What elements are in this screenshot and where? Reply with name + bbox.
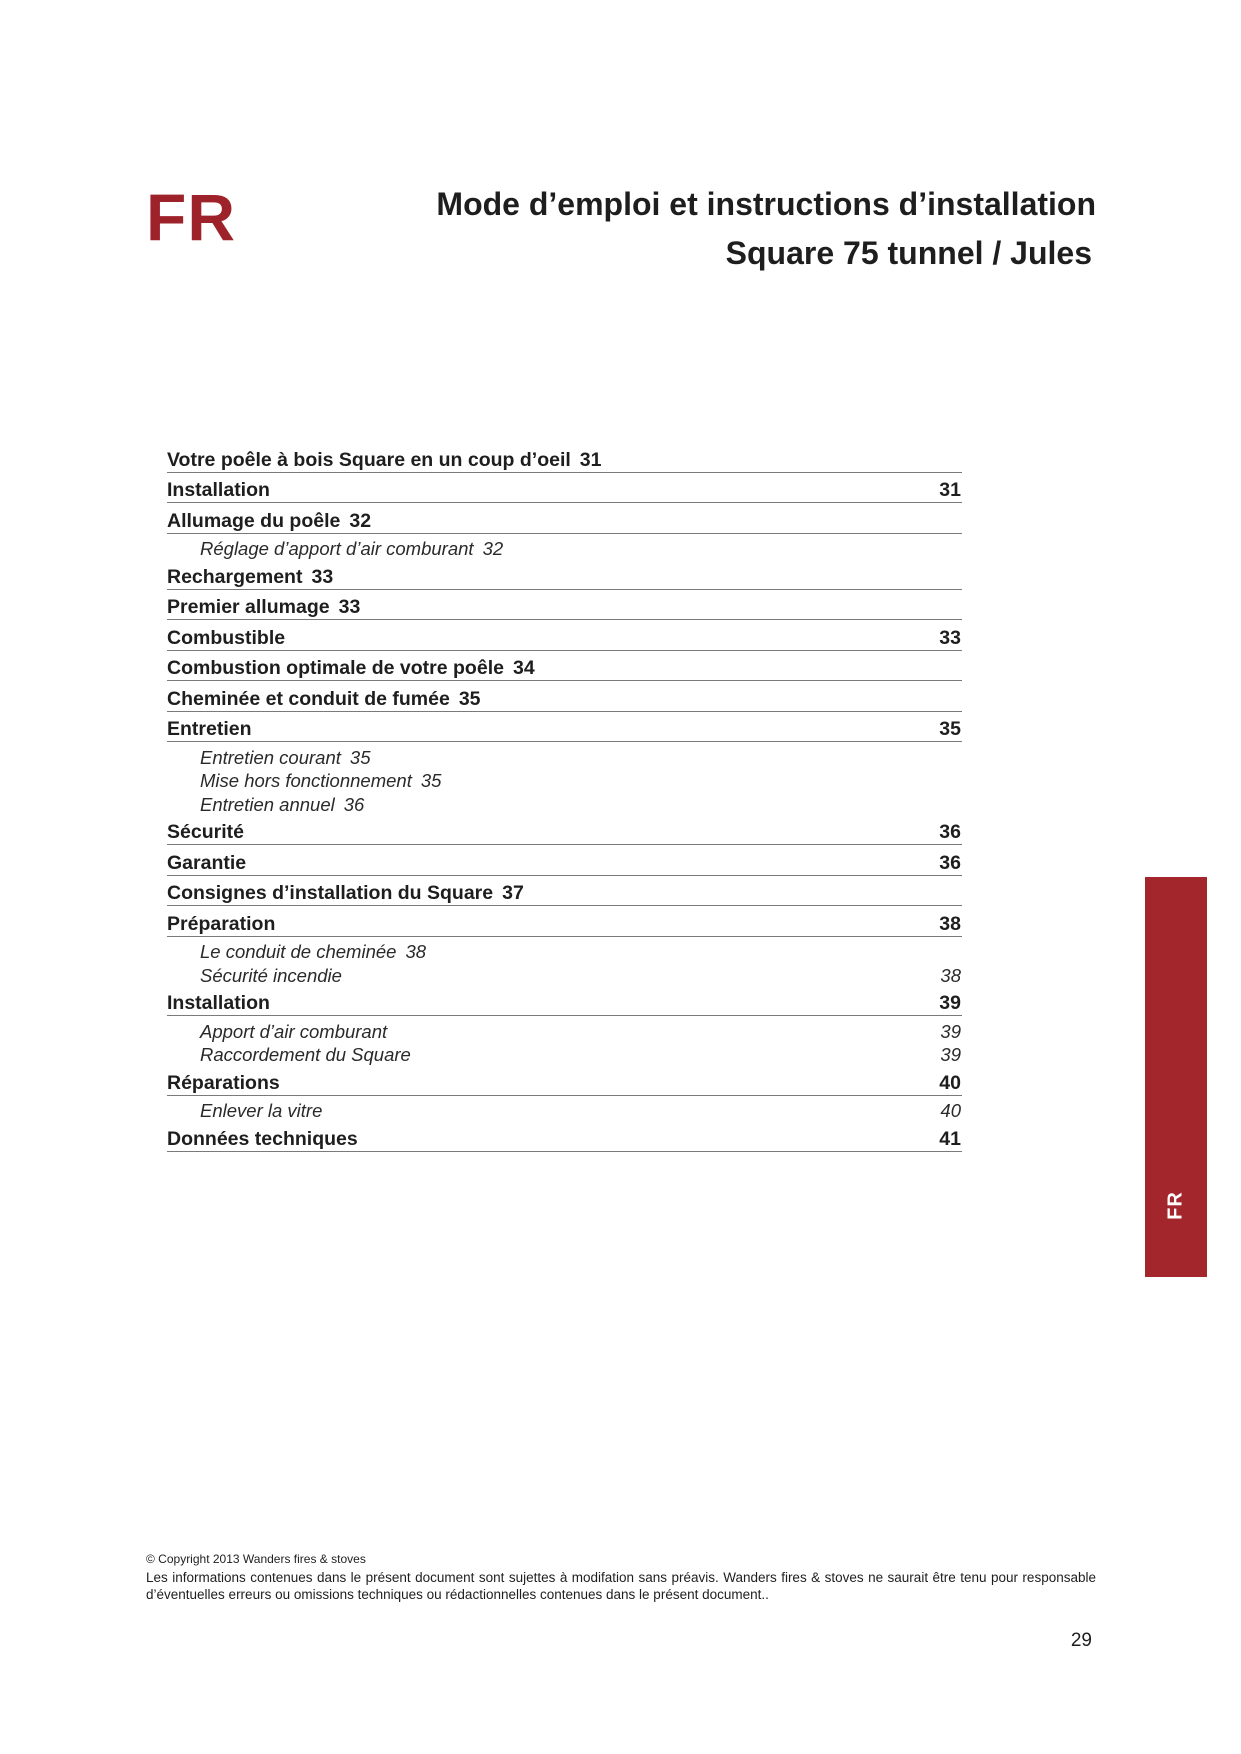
toc-subentry-page: 40 xyxy=(940,1100,961,1121)
toc-entry-page: 38 xyxy=(939,912,961,935)
toc-entry[interactable] xyxy=(167,442,962,473)
document-title xyxy=(436,180,1096,278)
toc-subentry[interactable] xyxy=(167,1099,962,1123)
toc-entry[interactable] xyxy=(167,845,962,876)
copyright-notice: © Copyright 2013 Wanders fires & stoves xyxy=(146,1552,366,1566)
toc-entry-label: Combustion optimale de votre poêle xyxy=(167,657,504,679)
toc-subentry-inline-page: 35 xyxy=(420,770,442,791)
toc-subentry[interactable] xyxy=(167,1043,962,1067)
toc-entry[interactable] xyxy=(167,876,962,907)
toc-entry[interactable] xyxy=(167,651,962,682)
toc-entry-page: 35 xyxy=(939,718,961,740)
toc-subentry[interactable] xyxy=(167,745,962,769)
toc-entry-inline-page: 33 xyxy=(338,596,361,618)
toc-subentry-label: Raccordement du Square xyxy=(200,1044,411,1065)
footer xyxy=(146,1552,1096,1603)
side-tab-label: FR xyxy=(1164,1191,1187,1220)
toc-entry-label: Allumage du poêle xyxy=(167,509,341,532)
toc-entry-label: Votre poêle à bois Square en un coup d’oeil xyxy=(167,448,571,471)
toc-entry-label: Sécurité xyxy=(167,821,244,843)
title-line-2: Square 75 tunnel / Jules xyxy=(725,235,1092,271)
toc-entry-label: Entretien xyxy=(167,718,252,740)
language-side-tab xyxy=(1145,877,1207,1277)
toc-entry-label: Cheminée et conduit de fumée xyxy=(167,687,450,710)
toc-entry-label: Combustible xyxy=(167,626,286,649)
toc-entry[interactable] xyxy=(167,590,962,621)
toc-entry-inline-page: 37 xyxy=(502,882,524,904)
toc-subentry-label: Apport d’air comburant xyxy=(200,1020,388,1042)
toc-subentry[interactable] xyxy=(167,792,962,816)
toc-entry[interactable] xyxy=(167,815,962,846)
toc-subentry[interactable] xyxy=(167,1019,962,1043)
toc-entry[interactable] xyxy=(167,503,962,534)
toc-subentry-label: Réglage d’apport d’air comburant xyxy=(200,538,474,559)
toc-subentry-inline-page: 36 xyxy=(343,793,365,815)
page-number: 29 xyxy=(1070,1630,1092,1651)
toc-subentry-label: Entretien courant xyxy=(200,746,341,768)
toc-entry-inline-page: 35 xyxy=(458,687,481,710)
toc-entry-page: 41 xyxy=(939,1127,961,1150)
toc-subentry-label: Le conduit de cheminée xyxy=(200,941,397,962)
toc-entry-label: Consignes d’installation du Square xyxy=(167,882,494,904)
toc-entry-label: Garantie xyxy=(167,851,247,874)
toc-entry[interactable] xyxy=(167,906,962,937)
toc-entry-label: Données techniques xyxy=(167,1127,358,1150)
toc-subentry-page: 38 xyxy=(940,964,961,986)
toc-entry-inline-page: 34 xyxy=(512,657,535,679)
toc-subentry[interactable] xyxy=(167,963,962,987)
toc-entry-inline-page: 32 xyxy=(349,509,372,532)
toc-subentry[interactable] xyxy=(167,769,962,793)
toc-entry[interactable] xyxy=(167,620,962,651)
toc-entry[interactable] xyxy=(167,986,962,1017)
toc-subentry[interactable] xyxy=(167,940,962,964)
toc-entry-label: Premier allumage xyxy=(167,596,330,618)
toc-entry-label: Rechargement xyxy=(167,565,303,588)
toc-entry-label: Installation xyxy=(167,992,270,1014)
disclaimer-text: Les informations contenues dans le présent document sont sujettes à modifation sans préavis. Wanders fires & stoves ne saurait être tenu pour responsable d’éventuelles erreurs ou omissions techniques ou rédactionnelles contenues dans le présent document.. xyxy=(146,1570,1096,1602)
toc-subentry-page: 39 xyxy=(940,1020,961,1042)
toc-entry[interactable] xyxy=(167,681,962,712)
toc-entry-page: 39 xyxy=(939,992,961,1014)
toc-subentry[interactable] xyxy=(167,537,962,561)
toc-subentry-page: 39 xyxy=(940,1044,961,1065)
toc-entry-label: Préparation xyxy=(167,912,276,935)
toc-entry-page: 31 xyxy=(939,479,961,501)
toc-entry[interactable] xyxy=(167,712,962,743)
toc-subentry-label: Sécurité incendie xyxy=(200,964,342,986)
toc-subentry-inline-page: 32 xyxy=(482,538,504,559)
toc-entry-page: 40 xyxy=(939,1071,961,1094)
toc-entry-page: 33 xyxy=(939,626,961,649)
toc-entry-inline-page: 33 xyxy=(311,565,334,588)
toc-entry[interactable] xyxy=(167,1065,962,1096)
toc-entry-page: 36 xyxy=(939,821,961,843)
toc-subentry-label: Entretien annuel xyxy=(200,793,335,815)
toc-entry-label: Installation xyxy=(167,479,270,501)
language-code: FR xyxy=(146,180,236,254)
toc-entry[interactable] xyxy=(167,559,962,590)
toc-entry[interactable] xyxy=(167,473,962,504)
toc-subentry-label: Mise hors fonctionnement xyxy=(200,770,412,791)
table-of-contents xyxy=(167,442,962,1152)
title-line-1: Mode d’emploi et instructions d’installation xyxy=(436,186,1096,222)
toc-subentry-inline-page: 38 xyxy=(405,941,427,962)
toc-entry-label: Réparations xyxy=(167,1071,280,1094)
toc-entry-page: 36 xyxy=(939,851,961,874)
toc-subentry-label: Enlever la vitre xyxy=(200,1100,323,1121)
toc-entry-inline-page: 31 xyxy=(579,448,602,471)
toc-entry[interactable] xyxy=(167,1121,962,1152)
toc-subentry-inline-page: 35 xyxy=(349,746,371,768)
